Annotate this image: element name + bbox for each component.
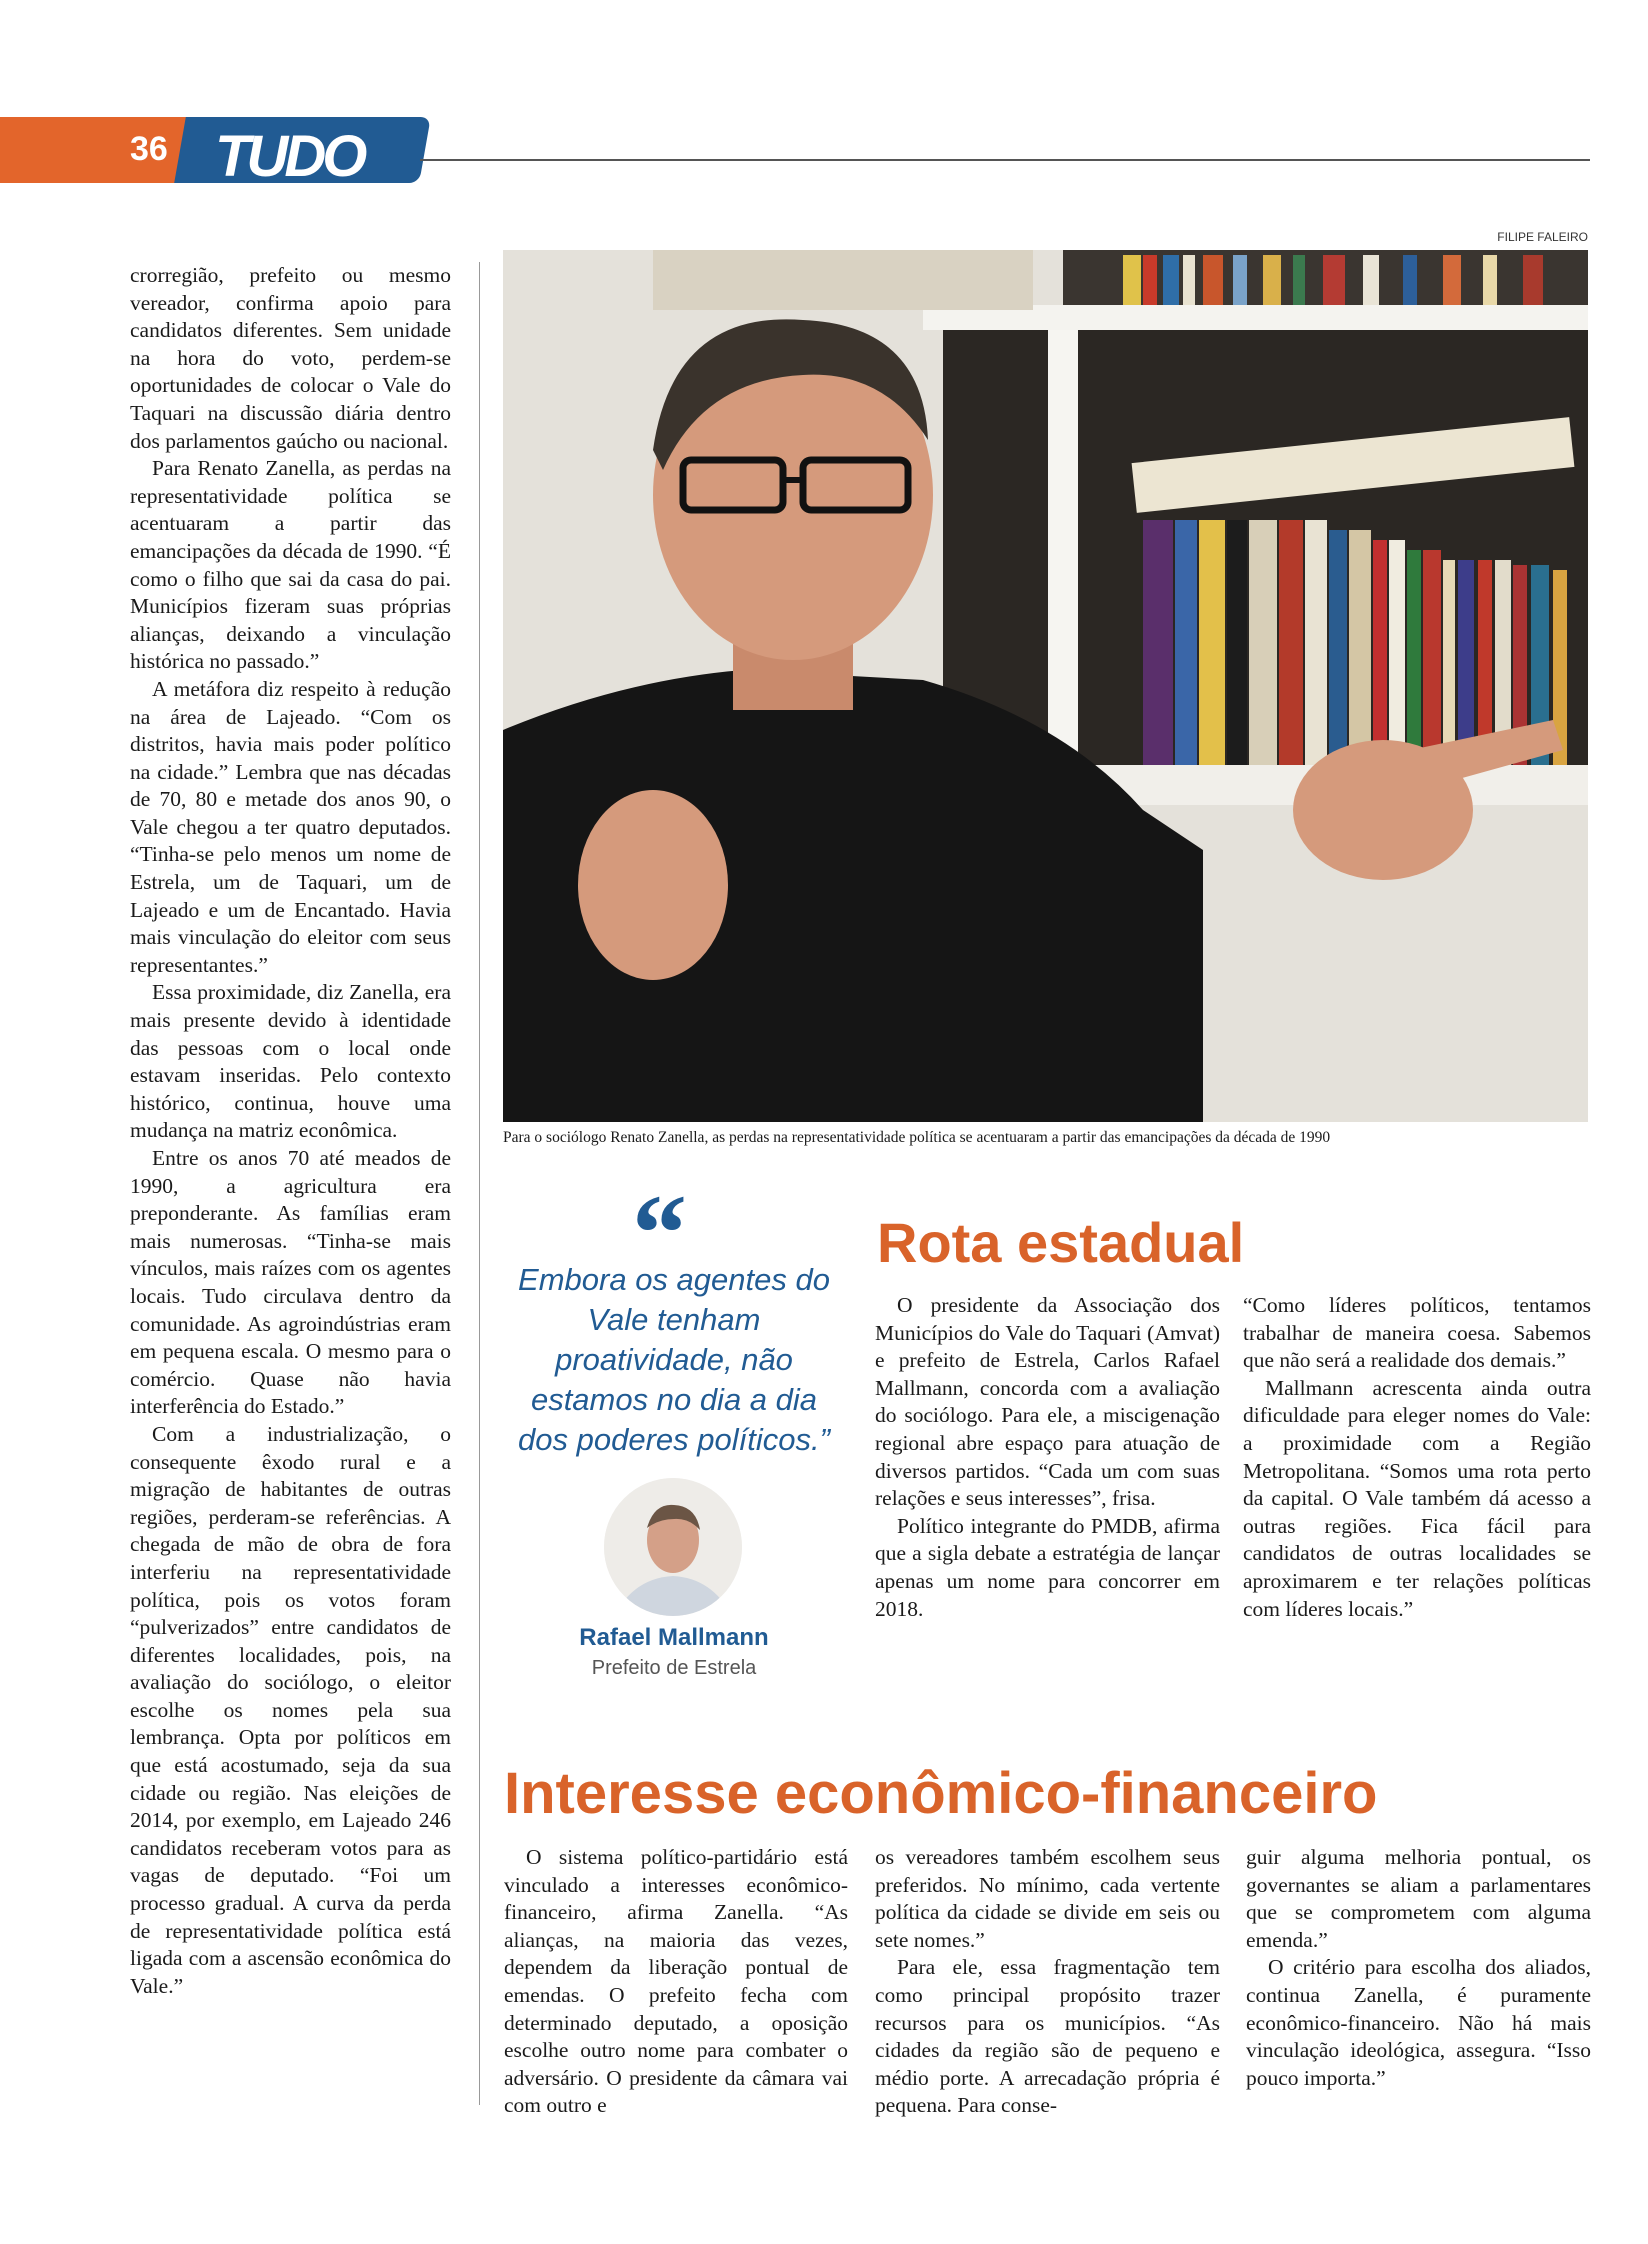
paragraph: O presidente da Associação dos Municípios do Vale do Taquari (Amvat) e prefeito de Estrela, Carlos Rafael Mallmann, concorda com a avaliação do sociólogo. Para ele, a miscigenação regional abre espaço para atuação de diversos partidos. “Cada um com suas relações e seus interesses”, frisa. [875, 1293, 1220, 1511]
interesse-column-3 [1246, 1844, 1591, 2092]
paragraph: A metáfora diz respeito à redução na área de Lajeado. “Com os distritos, havia mais poder político na cidade.” Lembra que nas décadas de 70, 80 e metade dos anos 90, o Vale chegou a ter quatro deputados. “Tinha-se pelo menos um nome de Estrela, um de Taquari, um de Lajeado e um de Encantado. Havia mais vinculação do eleitor com seus representantes.” [130, 676, 451, 977]
avatar-photo [604, 1478, 742, 1616]
paragraph: Entre os anos 70 até meados de 1990, a agricultura era preponderante. As famílias eram mais numerosas. “Tinha-se mais vínculos, mais raízes com os agentes locais. Tudo circulava dentro da comunidade. As agroindústrias eram em pequena escala. O mesmo para o comércio. Quase não havia interferência do Estado.” [130, 1146, 451, 1419]
section-logo: TUDO [215, 124, 364, 189]
paragraph: O critério para escolha dos aliados, continua Zanella, é puramente econômico-financeiro. Não há mais vinculação ideológica, assegura. “Isso pouco importa.” [1246, 1955, 1591, 2090]
paragraph: Político integrante do PMDB, afirma que a sigla debate a estratégia de lançar apenas um nome para concorrer em 2018. [875, 1513, 1220, 1621]
pull-quote-text: Embora os agentes do Vale tenham proatividade, não estamos no dia a dia dos poderes políticos.” [518, 1262, 830, 1457]
photo-illustration [503, 250, 1588, 1122]
left-column [130, 262, 451, 2000]
interesse-column-2 [875, 1844, 1220, 2120]
avatar [604, 1478, 742, 1616]
paragraph: Com a industrialização, o consequente êxodo rural e a migração de habitantes de outras regiões, perderam-se referências. A chegada de mão de obra de fora interferiu na representatividade política, pois os votos foram “pulverizados” entre candidatos de diferentes localidades, pois, na avaliação do sociólogo, o eleitor escolhe os nomes pela sua lembrança. Opta por políticos em que está acostumado, seja da sua cidade ou região. Nas eleições de 2014, por exemplo, em Lajeado 246 candidatos receberam votos para as vagas de deputado. “Foi um processo gradual. A curva da perda de representatividade política está ligada com a ascensão econômica do Vale.” [130, 1421, 451, 1998]
page-number: 36 [130, 130, 168, 168]
column-divider [479, 262, 480, 2105]
photo-caption: Para o sociólogo Renato Zanella, as perdas na representatividade política se acentuaram a partir das emancipações da década de 1990 [503, 1129, 1331, 1146]
header-rule [420, 159, 1590, 161]
paragraph: O sistema político-partidário está vinculado a interesses econômico-financeiro, afirma Zanella. “As alianças, na maioria das vezes, dependem da liberação pontual de emendas. O prefeito fecha com determinado deputado, a oposição escolhe outro nome para combater o adversário. O presidente da câmara vai com outro e [504, 1845, 848, 2118]
photo-credit: FILIPE FALEIRO [1497, 230, 1588, 244]
interesse-column-1 [504, 1844, 848, 2120]
quote-mark-icon: “ [632, 1172, 687, 1294]
quote-author-name: Rafael Mallmann [579, 1624, 769, 1651]
quote-author-role: Prefeito de Estrela [591, 1657, 757, 1679]
section-heading-rota: Rota estadual [877, 1211, 1245, 1274]
paragraph: Essa proximidade, diz Zanella, era mais presente devido à identidade das pessoas com o local onde estavam inseridas. Pelo contexto histórico, continua, houve uma mudança na matriz econômica. [130, 980, 451, 1143]
paragraph: Para Renato Zanella, as perdas na representatividade política se acentuaram a partir das emancipações da década de 1990. “É como o filho que sai da casa do pai. Municípios fizeram suas próprias alianças, deixando a vinculação histórica no passado.” [130, 456, 451, 674]
paragraph: crorregião, prefeito ou mesmo vereador, confirma apoio para candidatos diferentes. Sem unidade na hora do voto, perdem-se oportunidades de colocar o Vale do Taquari na discussão diária dentro dos parlamentos gaúcho ou nacional. [130, 263, 451, 453]
paragraph: os vereadores também escolhem seus preferidos. No mínimo, cada vertente política da cidade se divide em seis ou sete nomes.” [875, 1845, 1220, 1952]
rota-column-1 [875, 1292, 1220, 1623]
section-heading-interesse: Interesse econômico-financeiro [504, 1761, 1378, 1826]
paragraph: “Como líderes políticos, tentamos trabalhar de maneira coesa. Sabemos que não será a realidade dos demais.” [1243, 1293, 1591, 1373]
rota-column-2 [1243, 1292, 1591, 1623]
paragraph: Para ele, essa fragmentação tem como principal propósito trazer recursos para os municípios. “As cidades da região são de pequeno e médio porte. A arrecadação própria é pequena. Para conse- [875, 1955, 1220, 2118]
paragraph: guir alguma melhoria pontual, os governantes se aliam a parlamentares que se comprometem com alguma emenda.” [1246, 1845, 1591, 1952]
paragraph: Mallmann acrescenta ainda outra dificuldade para eleger nomes do Vale: a proximidade com a Região Metropolitana. “Somos uma rota perto da capital. O Vale também dá acesso a outras regiões. Fica fácil para candidatos de outras localidades se aproximarem e ter relações políticas com líderes locais.” [1243, 1375, 1591, 1621]
main-photo [503, 250, 1588, 1122]
